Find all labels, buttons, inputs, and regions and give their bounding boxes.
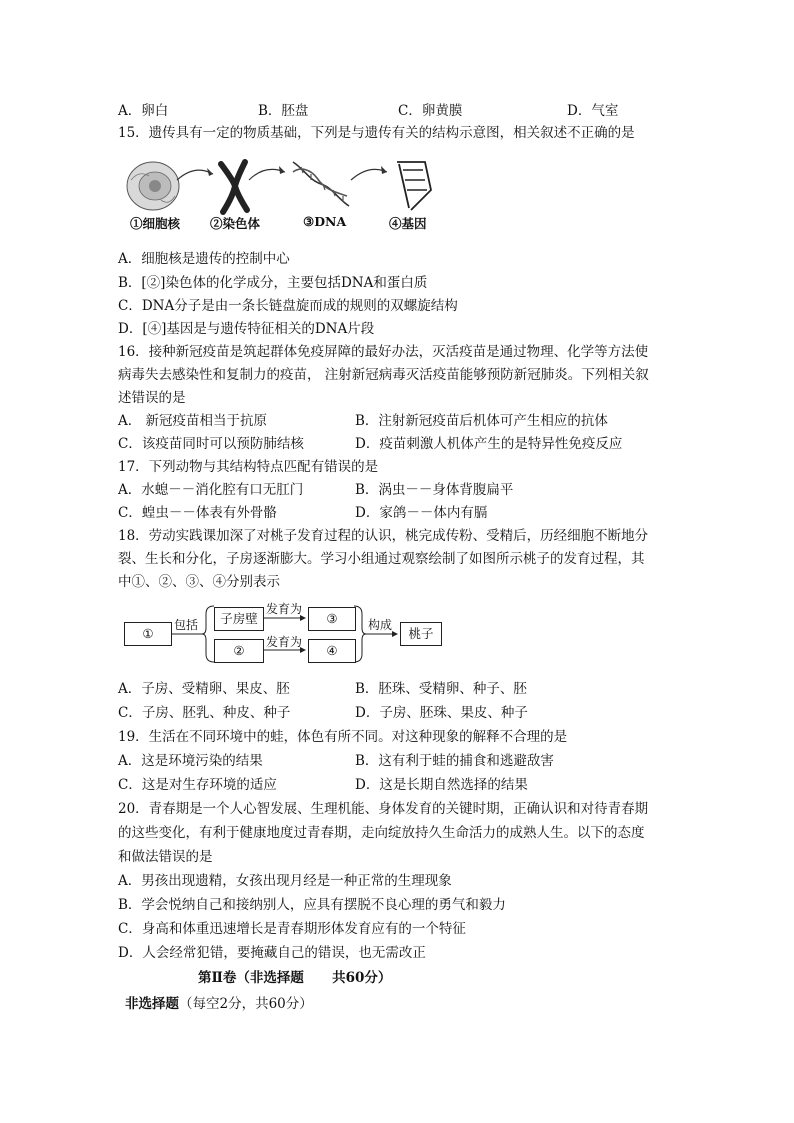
q18-flow-diagram — [122, 600, 442, 666]
q17-stem: 17．下列动物与其结构特点匹配有错误的是 — [118, 459, 379, 475]
q14-option-b: B．胚盘 — [258, 103, 309, 119]
q16-stem-line-1: 16．接种新冠疫苗是筑起群体免疫屏障的最好办法，灭活疫苗是通过物理、化学等方法使 — [118, 344, 649, 360]
q16-option-d: D．疫苗刺激人机体产生的是特异性免疫反应 — [355, 436, 623, 452]
q20-option-a: A．男孩出现遗精，女孩出现月经是一种正常的生理现象 — [118, 873, 452, 889]
q18-option-d: D．子房、胚珠、果皮、种子 — [355, 705, 528, 721]
q17-option-c: C．蝗虫－－体表有外骨骼 — [118, 505, 277, 521]
q19-option-b: B．这有利于蛙的捕食和逃避敌害 — [355, 753, 554, 769]
figure-label-chromosome: ②染色体 — [210, 216, 261, 231]
q20-stem-line-3: 和做法错误的是 — [118, 849, 213, 865]
q14-option-a: A．卵白 — [118, 103, 169, 119]
q15-option-b: B．[②]染色体的化学成分，主要包括DNA和蛋白质 — [118, 275, 428, 291]
q18-stem-line-1: 18．劳动实践课加深了对桃子发育过程的认识，桃完成传粉、受精后，历经细胞不断地分 — [118, 528, 649, 544]
q16-option-a: A． 新冠疫苗相当于抗原 — [118, 413, 268, 429]
q17-option-a: A．水螅－－消化腔有口无肛门 — [118, 482, 304, 498]
dna-helix-icon — [293, 162, 349, 206]
flow-box-start: ① — [124, 622, 172, 646]
flow-box-ovary-wall: 子房壁 — [214, 607, 264, 631]
section-2-subtitle — [125, 993, 313, 1015]
q18-stem-line-3: 中①、②、③、④分别表示 — [118, 574, 280, 590]
q14-option-c: C．卵黄膜 — [398, 103, 463, 119]
q15-option-a: A．细胞核是遗传的控制中心 — [118, 251, 290, 267]
q15-option-c: C．DNA分子是由一条长链盘旋而成的规则的双螺旋结构 — [118, 298, 458, 314]
flow-label-form: 构成 — [368, 618, 393, 632]
flow-box-two: ② — [214, 639, 264, 663]
q18-option-c: C．子房、胚乳、种皮、种子 — [118, 705, 291, 721]
gene-segment-icon — [397, 162, 431, 210]
q20-option-b: B．学会悦纳自己和接纳别人，应具有摆脱不良心理的勇气和毅力 — [118, 897, 506, 913]
section-2-title: 第Ⅱ卷（非选择题 共60分） — [198, 970, 392, 986]
q17-option-d: D．家鸽－－体内有膈 — [355, 505, 488, 521]
q20-option-c: C．身高和体重迅速增长是青春期形体发育应有的一个特征 — [118, 921, 466, 937]
flow-box-three: ③ — [308, 607, 356, 631]
flow-box-four: ④ — [308, 639, 356, 663]
q16-option-b: B．注射新冠疫苗后机体可产生相应的抗体 — [355, 413, 608, 429]
q15-option-d: D．[④]基因是与遗传特征相关的DNA片段 — [118, 321, 375, 337]
flow-label-include: 包括 — [174, 618, 199, 632]
q16-stem-line-2: 病毒失去感染性和复制力的疫苗， 注射新冠病毒灭活疫苗能够预防新冠肺炎。下列相关叙 — [118, 367, 649, 383]
section-2-subtitle-rest: （每空2分，共60分） — [179, 996, 313, 1012]
q18-option-a: A．子房、受精卵、果皮、胚 — [118, 681, 290, 697]
q16-stem-line-3: 述错误的是 — [118, 390, 186, 406]
q19-option-d: D．这是长期自然选择的结果 — [355, 777, 528, 793]
q19-option-c: C．这是对生存环境的适应 — [118, 777, 277, 793]
q18-option-b: B．胚珠、受精卵、种子、胚 — [355, 681, 527, 697]
nucleus-icon — [127, 162, 179, 210]
flow-box-peach: 桃子 — [400, 622, 442, 646]
q19-option-a: A．这是环境污染的结果 — [118, 753, 263, 769]
q17-option-b: B．涡虫－－身体背腹扁平 — [355, 482, 514, 498]
q20-stem-line-1: 20．青春期是一个人心智发展、生理机能、身体发育的关键时期，正确认识和对待青春期 — [118, 801, 649, 817]
q20-option-d: D．人会经常犯错，要掩藏自己的错误，也无需改正 — [118, 945, 426, 961]
q18-stem-line-2: 裂、生长和分化，子房逐渐膨大。学习小组通过观察绘制了如图所示桃子的发育过程，其 — [118, 551, 645, 567]
flow-label-develop-2: 发育为 — [266, 635, 303, 649]
chromosome-icon — [221, 162, 247, 212]
figure-label-nucleus: ①细胞核 — [130, 216, 181, 231]
q16-option-c: C．该疫苗同时可以预防肺结核 — [118, 436, 304, 452]
figure-label-dna: ③DNA — [303, 214, 347, 229]
q19-stem: 19．生活在不同环境中的蛙，体色有所不同。对这种现象的解释不合理的是 — [118, 729, 568, 745]
q20-stem-line-2: 的这些变化，有利于健康地度过青春期，走向绽放持久生命活力的成熟人生。以下的态度 — [118, 825, 645, 841]
section-2-subtitle-bold: 非选择题 — [125, 996, 179, 1012]
q14-option-d: D．气室 — [567, 103, 619, 119]
q15-stem: 15．遗传具有一定的物质基础，下列是与遗传有关的结构示意图，相关叙述不正确的是 — [118, 125, 635, 141]
flow-label-develop-1: 发育为 — [266, 602, 303, 616]
figure-label-gene: ④基因 — [389, 216, 427, 231]
